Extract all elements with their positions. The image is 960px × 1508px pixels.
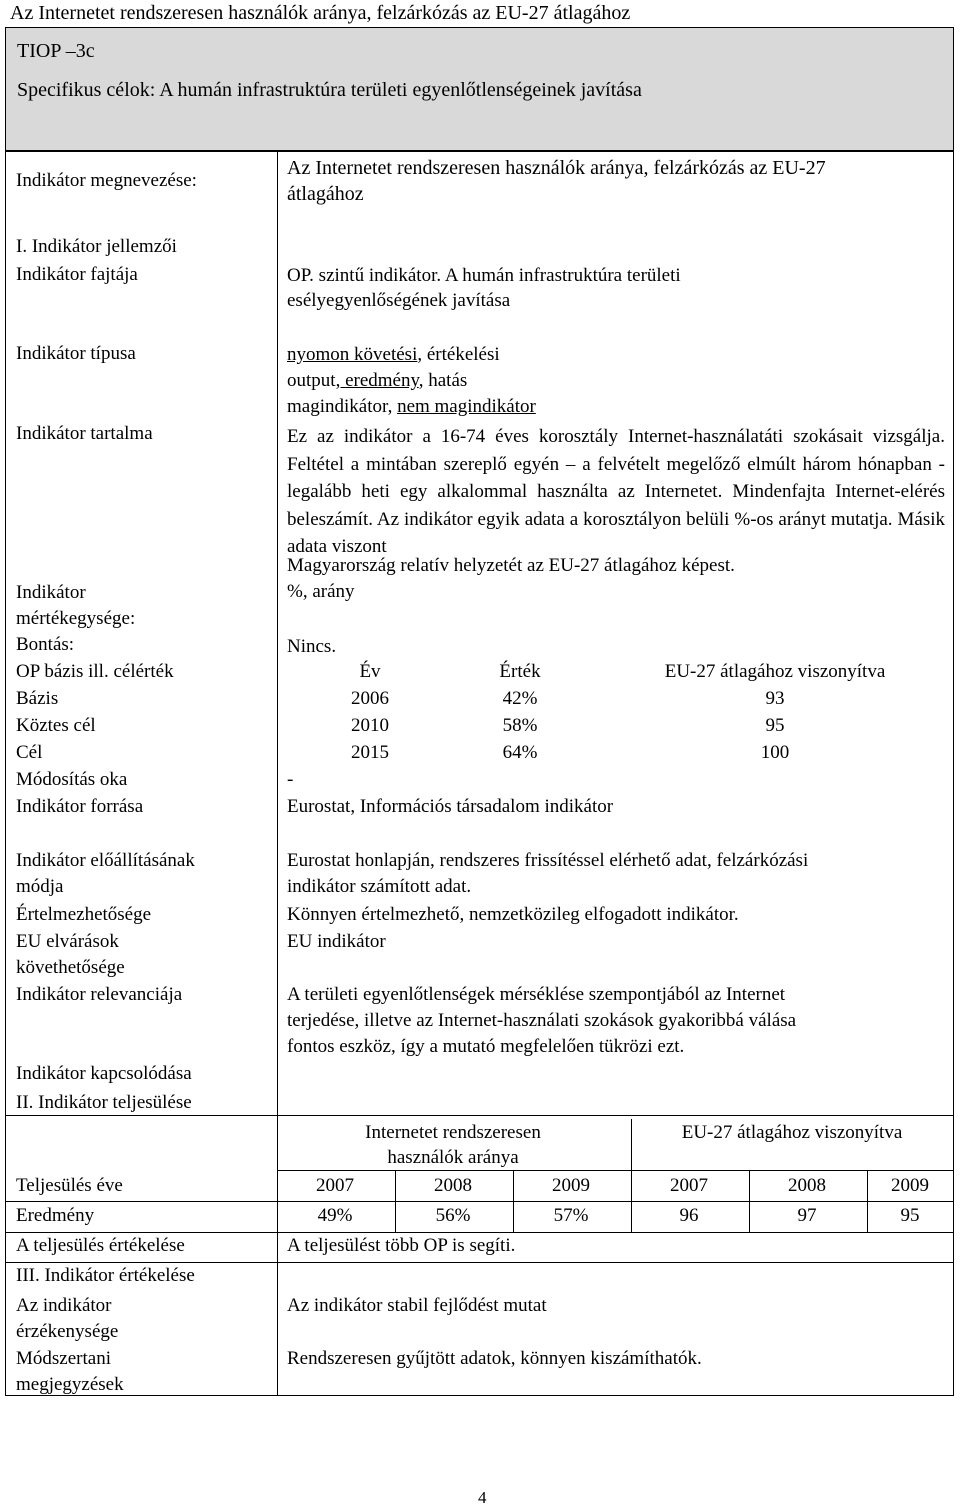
fulfil-result-label: Eredmény [16, 1205, 95, 1226]
relevance-value-3: fontos eszköz, így a mutató megfelelően tükrözi ezt. [287, 1036, 685, 1057]
content-label: Indikátor tartalma [16, 423, 153, 444]
target-row-value: 58% [502, 715, 538, 736]
fulfil-result: 56% [435, 1205, 471, 1226]
method-label-1: Módszertani [16, 1348, 111, 1369]
type-option: magindikátor [287, 396, 388, 417]
indicator-name-label: Indikátor megnevezése: [16, 170, 197, 191]
fulfil-year: 2008 [434, 1175, 472, 1196]
indicator-name-value-2: átlagához [287, 183, 364, 205]
sensitivity-label-2: érzékenysége [16, 1321, 119, 1342]
target-row-eu: 100 [760, 742, 790, 763]
target-row-label: Köztes cél [16, 715, 96, 736]
interpret-value: Könnyen értelmezhető, nemzetközileg elfogadott indikátor. [287, 904, 739, 925]
header-box [5, 27, 954, 151]
production-label-2: módja [16, 876, 64, 897]
row-divider [6, 1232, 953, 1233]
link-label: Indikátor kapcsolódása [16, 1063, 192, 1084]
modify-label: Módosítás oka [16, 769, 128, 790]
target-row-year: 2010 [351, 715, 389, 736]
program-code: TIOP –3c [17, 40, 95, 62]
type-sep: , [387, 396, 398, 417]
content-value-last: Magyarország relatív helyzetét az EU-27 átlagához képest. [287, 555, 735, 576]
fulfil-result: 95 [900, 1205, 920, 1226]
row-divider [6, 151, 953, 152]
eu-label-1: EU elvárások [16, 931, 119, 952]
fulfil-result: 49% [317, 1205, 353, 1226]
unit-value: %, arány [287, 581, 355, 602]
production-value-2: indikátor számított adat. [287, 876, 472, 897]
content-value: Ez az indikátor a 16-74 éves korosztály Internet-használatáti szokásait vizsgálja. Feltétel a mintában szereplő egyén – a felvételt megelőző elmúlt három hónapban - legalább heti egy alkalommal használta az Internetet. Mindenfajta Internet-elérés beleszámít. Az indikátor egyik adata a korosztályon belüli %-os arányt mutatja. Másik adata viszont [287, 426, 945, 557]
type-label: Indikátor típusa [16, 343, 136, 364]
type-option: , értékelési [417, 344, 500, 365]
type-option: nem magindikátor [397, 396, 536, 417]
fulfil-year: 2009 [552, 1175, 590, 1196]
production-value-1: Eurostat honlapján, rendszeres frissítéssel elérhető adat, felzárkózási [287, 850, 809, 871]
target-row-label: Bázis [16, 688, 59, 709]
target-row-year: 2015 [351, 742, 389, 763]
fulfil-result: 97 [797, 1205, 817, 1226]
type-line-2 [287, 370, 467, 392]
fulfil-eval-value: A teljesülést több OP is segíti. [287, 1235, 516, 1256]
section1-title: I. Indikátor jellemzői [16, 236, 177, 257]
target-row-value: 42% [502, 688, 538, 709]
unit-label-1: Indikátor [16, 582, 86, 603]
method-value: Rendszeresen gyűjtött adatok, könnyen kiszámíthatók. [287, 1348, 702, 1369]
kind-value-2: esélyegyenlőségének javítása [287, 290, 511, 311]
fulfil-eval-label: A teljesülés értékelése [16, 1235, 185, 1256]
section2-title: II. Indikátor teljesülése [16, 1092, 192, 1113]
source-label: Indikátor forrása [16, 796, 144, 817]
targets-col-eu: EU-27 átlagához viszonyítva [664, 661, 886, 682]
targets-col-year: Év [359, 661, 381, 682]
fulfil-year: 2009 [891, 1175, 929, 1196]
page-number: 4 [478, 1488, 487, 1507]
source-value: Eurostat, Információs társadalom indikátor [287, 796, 614, 817]
breakdown-value: Nincs. [287, 636, 337, 657]
production-label-1: Indikátor előállításának [16, 850, 195, 871]
interpret-label: Értelmezhetősége [16, 904, 152, 925]
fulfil-col-group1-line1: Internetet rendszeresen [365, 1122, 541, 1143]
fulfil-result: 57% [553, 1205, 589, 1226]
target-row-label: Cél [16, 742, 43, 763]
fulfil-result: 96 [679, 1205, 699, 1226]
unit-label-2: mértékegysége: [16, 608, 136, 629]
target-row-year: 2006 [351, 688, 389, 709]
fulfil-year-label: Teljesülés éve [16, 1175, 123, 1196]
method-label-2: megjegyzések [16, 1374, 124, 1395]
targets-col-value: Érték [499, 661, 541, 682]
fulfil-year: 2008 [788, 1175, 826, 1196]
type-option: eredmény [345, 370, 419, 391]
section3-title: III. Indikátor értékelése [16, 1265, 195, 1286]
target-row-value: 64% [502, 742, 538, 763]
row-divider [6, 1262, 953, 1263]
sensitivity-label-1: Az indikátor [16, 1295, 112, 1316]
kind-label: Indikátor fajtája [16, 264, 138, 285]
target-row-eu: 93 [765, 688, 785, 709]
target-row-eu: 95 [765, 715, 785, 736]
specific-objective: Specifikus célok: A humán infrastruktúra területi egyenlőtlenségeinek javítása [17, 79, 642, 101]
row-divider [6, 1201, 953, 1202]
eu-value: EU indikátor [287, 931, 386, 952]
relevance-label: Indikátor relevanciája [16, 984, 183, 1005]
type-sep: , hatás [418, 370, 468, 391]
document-title: Az Internetet rendszeresen használók aránya, felzárkózás az EU-27 átlagához [10, 2, 631, 24]
fulfil-col-group1-line2: használók aránya [387, 1147, 519, 1168]
type-sep: , [335, 370, 346, 391]
type-line-1 [287, 344, 500, 366]
eu-label-2: követhetősége [16, 957, 125, 978]
row-divider [6, 1115, 953, 1116]
relevance-value-2: terjedése, illetve az Internet-használati szokások gyakoribbá válása [287, 1010, 797, 1031]
fulfil-col-group2: EU-27 átlagához viszonyítva [681, 1122, 903, 1143]
type-option: output [287, 370, 336, 391]
kind-value-1: OP. szintű indikátor. A humán infrastruktúra területi [287, 265, 681, 286]
breakdown-label: Bontás: [16, 634, 75, 655]
sensitivity-value: Az indikátor stabil fejlődést mutat [287, 1295, 547, 1316]
targets-header-label: OP bázis ill. célérték [16, 661, 174, 682]
type-line-3 [287, 396, 536, 418]
type-option: nyomon követési [287, 344, 418, 365]
row-divider [277, 1170, 953, 1171]
fulfil-year: 2007 [670, 1175, 708, 1196]
indicator-name-value-1: Az Internetet rendszeresen használók aránya, felzárkózás az EU-27 [287, 157, 826, 179]
modify-value: - [287, 769, 294, 790]
relevance-value-1: A területi egyenlőtlenségek mérséklése szempontjából az Internet [287, 984, 786, 1005]
fulfil-year: 2007 [316, 1175, 354, 1196]
